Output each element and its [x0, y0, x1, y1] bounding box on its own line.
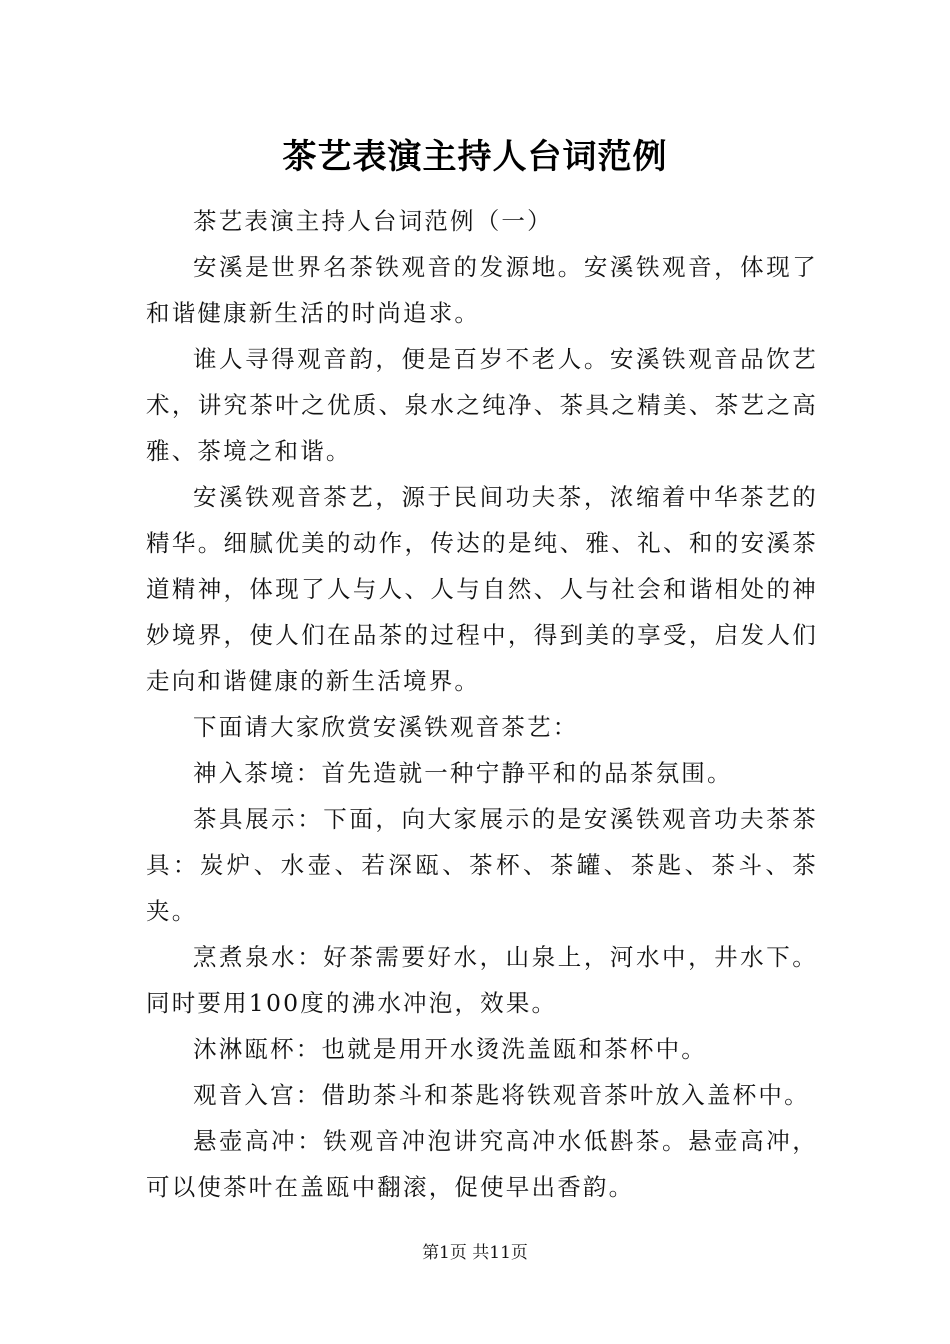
paragraph-invite: 下面请大家欣赏安溪铁观音茶艺： — [193, 713, 579, 741]
paragraph-step-boil-water: 烹煮泉水：好茶需要好水，山泉上，河水中，井水下。同时要用100度的沸水冲泡，效果。 — [146, 943, 818, 1017]
paragraph-step-pour: 悬壶高冲：铁观音冲泡讲究高冲水低斟茶。悬壶高冲，可以使茶叶在盖瓯中翻滚，促使早出香韵。 — [146, 1127, 818, 1201]
document-body — [146, 198, 818, 1210]
paragraph-subtitle: 茶艺表演主持人台词范例（一） — [193, 207, 553, 235]
paragraph-tea-spirit: 安溪铁观音茶艺，源于民间功夫茶，浓缩着中华茶艺的精华。细腻优美的动作，传达的是纯、雅、礼、和的安溪茶道精神，体现了人与人、人与自然、人与社会和谐相处的神妙境界，使人们在品茶的过程中，得到美的享受，启发人们走向和谐健康的新生活境界。 — [146, 483, 818, 695]
page-footer: 第1页 共11页 — [422, 1243, 528, 1263]
paragraph-intro: 安溪是世界名茶铁观音的发源地。安溪铁观音，体现了和谐健康新生活的时尚追求。 — [146, 253, 818, 327]
document-title: 茶艺表演主持人台词范例 — [282, 137, 668, 177]
paragraph-step-add-tea: 观音入宫：借助茶斗和茶匙将铁观音茶叶放入盖杯中。 — [193, 1081, 810, 1109]
paragraph-step-rinse: 沐淋瓯杯：也就是用开水烫洗盖瓯和茶杯中。 — [193, 1035, 707, 1063]
paragraph-art: 谁人寻得观音韵，便是百岁不老人。安溪铁观音品饮艺术，讲究茶叶之优质、泉水之纯净、茶具之精美、茶艺之高雅、茶境之和谐。 — [146, 345, 818, 465]
paragraph-step-atmosphere: 神入茶境：首先造就一种宁静平和的品茶氛围。 — [193, 759, 733, 787]
paragraph-step-utensils: 茶具展示：下面，向大家展示的是安溪铁观音功夫茶茶具：炭炉、水壶、若深瓯、茶杯、茶罐、茶匙、茶斗、茶夹。 — [146, 805, 818, 925]
